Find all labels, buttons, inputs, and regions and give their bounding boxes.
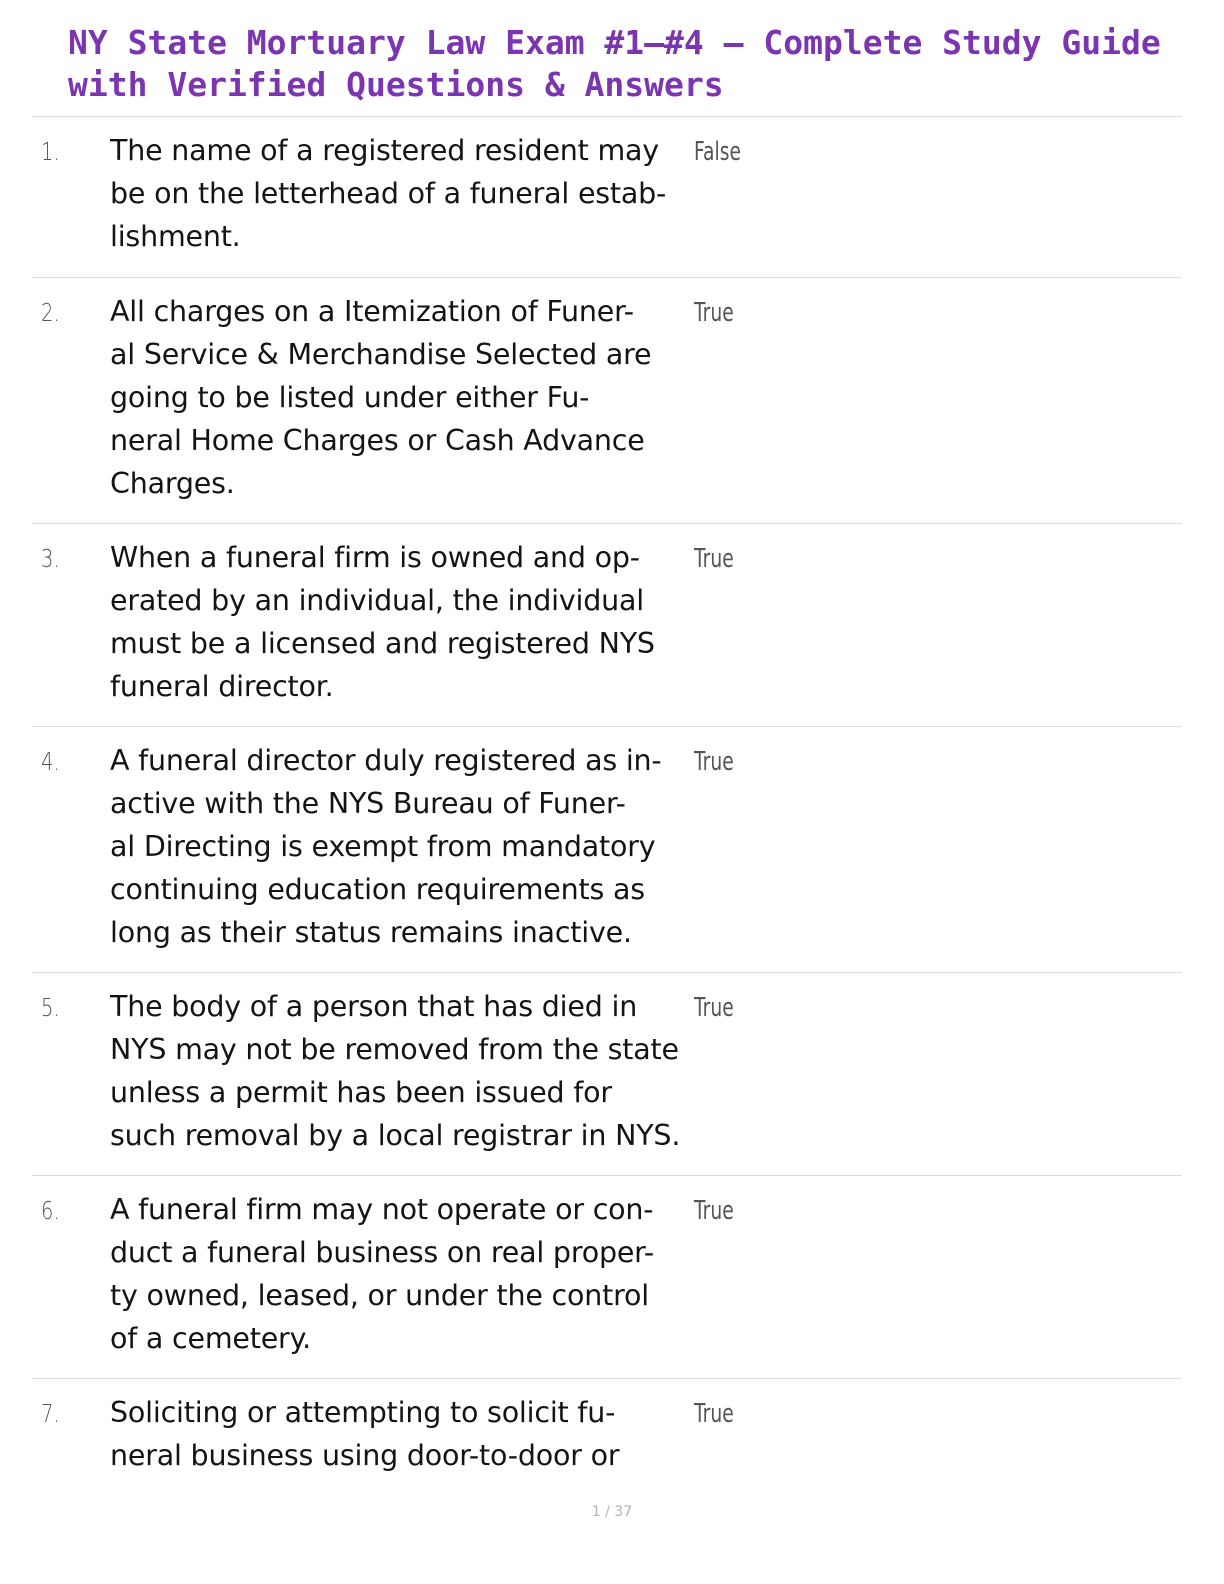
document-title: NY State Mortuary Law Exam #1–#4 – Complete Study Guide with Verified Questions & Answers <box>68 23 1161 104</box>
answer-text: True <box>694 747 734 777</box>
question-number: 1. <box>41 137 60 166</box>
qa-row <box>32 1379 1182 1489</box>
question-number: 5. <box>41 993 60 1022</box>
question-text: When a funeral firm is owned and op- erated by an individual, the individual must be a licensed and registered NYS funeral director. <box>110 541 655 703</box>
question-text: A funeral firm may not operate or con- duct a funeral business on real proper- ty owned, leased, or under the control of a cemetery. <box>110 1193 654 1355</box>
answer-text: True <box>694 993 734 1023</box>
question-text: All charges on a Itemization of Funer- al Service & Merchandise Selected are going to be listed under either Fu- neral Home Charges or Cash Advance Charges. <box>110 295 652 500</box>
answer-text: True <box>694 1196 734 1226</box>
page-number: 1 / 37 <box>591 1504 633 1520</box>
question-number: 6. <box>41 1196 60 1225</box>
question-text: Soliciting or attempting to solicit fu- neral business using door-to-door or <box>110 1396 620 1472</box>
qa-row <box>32 278 1182 524</box>
answer-text: True <box>694 544 734 574</box>
qa-row <box>32 117 1182 278</box>
answer-text: True <box>694 1399 734 1429</box>
question-number: 2. <box>41 298 60 327</box>
question-number: 3. <box>41 544 60 573</box>
qa-list <box>32 116 1182 1489</box>
qa-row <box>32 727 1182 973</box>
answer-text: True <box>694 298 734 328</box>
question-number: 7. <box>41 1399 60 1428</box>
question-text: The body of a person that has died in NYS may not be removed from the state unless a permit has been issued for such removal by a local registrar in NYS. <box>110 990 681 1152</box>
question-text: A funeral director duly registered as in- active with the NYS Bureau of Funer- al Directing is exempt from mandatory continuing education requirements as long as their status remains inactive. <box>110 744 662 949</box>
question-text: The name of a registered resident may be on the letterhead of a funeral estab- lishment. <box>110 134 667 253</box>
qa-row <box>32 973 1182 1176</box>
answer-text: False <box>694 137 742 167</box>
question-number: 4. <box>41 747 60 776</box>
qa-row <box>32 524 1182 727</box>
qa-row <box>32 1176 1182 1379</box>
